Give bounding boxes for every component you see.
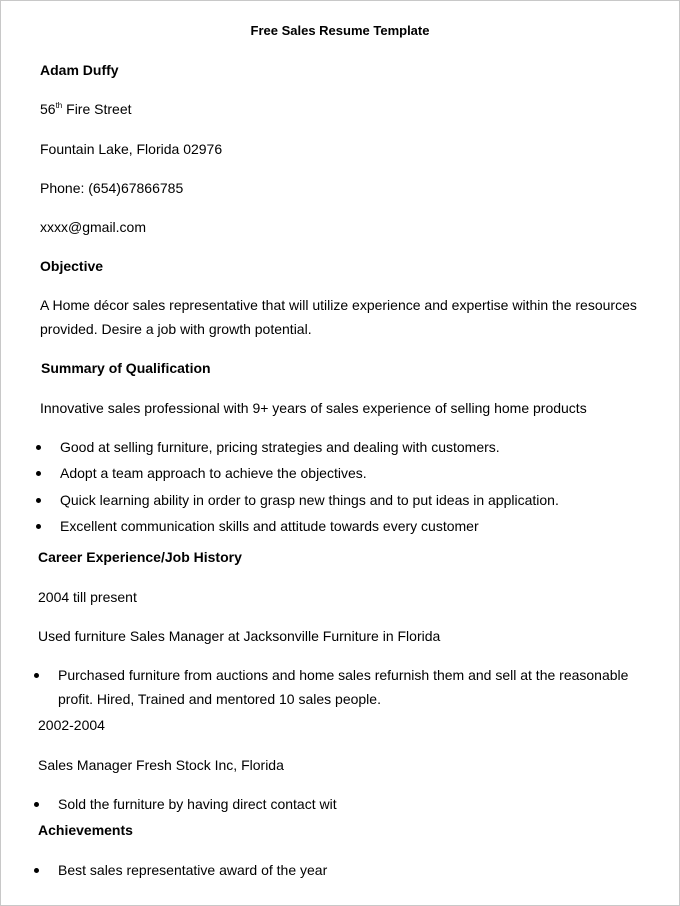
job1-duty-line-1: Purchased furniture from auctions and home sales refurnish them and sell at the reasonable bbox=[58, 667, 629, 683]
bullet-icon bbox=[36, 524, 41, 529]
document-title: Free Sales Resume Template bbox=[250, 23, 430, 38]
objective-line-2: provided. Desire a job with growth potential. bbox=[40, 321, 312, 337]
bullet-icon bbox=[34, 673, 39, 678]
street-address bbox=[40, 100, 132, 118]
objective-line-1: A Home décor sales representative that will utilize experience and expertise within the resources bbox=[40, 297, 637, 313]
objective-heading: Objective bbox=[40, 258, 104, 274]
achievement-item: Best sales representative award of the year bbox=[58, 862, 328, 878]
street-number: 56 bbox=[40, 101, 56, 117]
career-heading: Career Experience/Job History bbox=[38, 549, 242, 565]
qualification-item: Adopt a team approach to achieve the objectives. bbox=[60, 465, 367, 481]
bullet-icon bbox=[34, 868, 39, 873]
achievements-heading: Achievements bbox=[38, 822, 133, 838]
job2-period: 2002-2004 bbox=[38, 717, 105, 733]
qualification-item: Quick learning ability in order to grasp new things and to put ideas in application. bbox=[60, 492, 559, 508]
bullet-icon bbox=[34, 802, 39, 807]
job1-position: Used furniture Sales Manager at Jacksonville Furniture in Florida bbox=[38, 628, 441, 644]
job1-duty-line-2: profit. Hired, Trained and mentored 10 sales people. bbox=[58, 691, 381, 707]
street-suffix: th bbox=[55, 101, 63, 110]
city-line: Fountain Lake, Florida 02976 bbox=[40, 141, 223, 157]
qualification-item: Excellent communication skills and attitude towards every customer bbox=[60, 518, 479, 534]
qualification-intro: Innovative sales professional with 9+ years of sales experience of selling home products bbox=[40, 400, 587, 416]
bullet-icon bbox=[36, 445, 41, 450]
email: xxxx@gmail.com bbox=[40, 219, 147, 235]
bullet-icon bbox=[36, 498, 41, 503]
qualification-heading: Summary of Qualification bbox=[41, 360, 211, 376]
qualification-item: Good at selling furniture, pricing strategies and dealing with customers. bbox=[60, 439, 500, 455]
bullet-icon bbox=[36, 471, 41, 476]
street-name: Fire Street bbox=[62, 101, 132, 117]
job2-position: Sales Manager Fresh Stock Inc, Florida bbox=[38, 757, 284, 773]
job2-duty: Sold the furniture by having direct contact wit bbox=[58, 796, 337, 812]
phone: Phone: (654)67866785 bbox=[40, 180, 184, 196]
candidate-name: Adam Duffy bbox=[40, 62, 119, 78]
job1-period: 2004 till present bbox=[38, 589, 137, 605]
